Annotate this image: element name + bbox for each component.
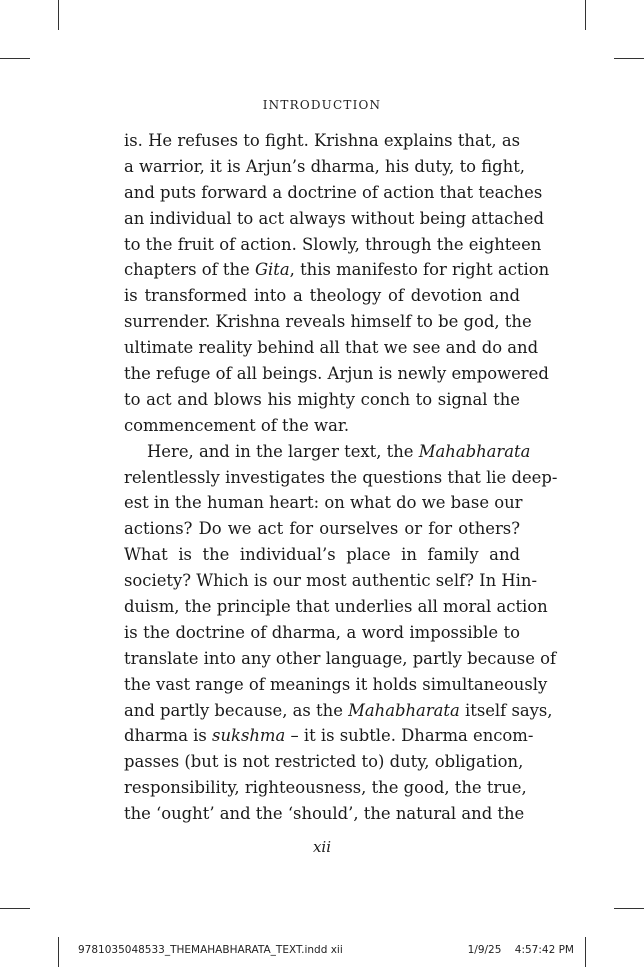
text-line: actions? Do we act for ourselves or for others?	[124, 519, 520, 539]
text-line: is transformed into a theology of devotion and	[124, 286, 520, 306]
slug-gap	[501, 944, 514, 956]
text-line: surrender. Krishna reveals himself to be god, the	[124, 312, 532, 332]
crop-mark-top-right	[585, 0, 586, 30]
text-line: What is the individual’s place in family and	[124, 545, 520, 565]
text-line: a warrior, it is Arjun’s dharma, his duty, to fight,	[124, 156, 526, 176]
crop-mark-right-bottom	[614, 908, 644, 909]
text-line: and puts forward a doctrine of action that teaches	[124, 182, 543, 202]
text-line: Here, and in the larger text, the Mahabharata	[147, 441, 531, 461]
text-line: translate into any other language, partly because of	[124, 648, 557, 668]
page-number: xii	[312, 838, 332, 856]
text-line: ultimate reality behind all that we see and do and	[124, 338, 539, 358]
crop-mark-right-top	[614, 58, 644, 59]
text-line: duism, the principle that underlies all moral action	[124, 597, 548, 617]
slug-timestamp	[468, 944, 574, 956]
text-line: and partly because, as the Mahabharata itself says,	[124, 700, 553, 720]
crop-mark-bottom-right	[585, 937, 586, 967]
crop-mark-left-bottom	[0, 908, 30, 909]
text-line: the vast range of meanings it holds simultaneously	[124, 674, 548, 694]
text-line: responsibility, righteousness, the good, the true,	[124, 778, 527, 798]
text-line: passes (but is not restricted to) duty, obligation,	[124, 752, 524, 772]
running-head: INTRODUCTION	[262, 98, 382, 112]
body-text	[124, 128, 558, 827]
crop-mark-bottom-left	[58, 937, 59, 967]
text-line: is. He refuses to fight. Krishna explains that, as	[124, 131, 520, 150]
text-line: est in the human heart: on what do we base our	[124, 493, 523, 513]
text-line: dharma is sukshma – it is subtle. Dharma encom-	[124, 726, 534, 746]
text-line: is the doctrine of dharma, a word impossible to	[124, 622, 520, 642]
text-line: an individual to act always without being attached	[124, 208, 544, 228]
text-line: to act and blows his mighty conch to signal the	[124, 389, 520, 409]
text-line: society? Which is our most authentic self? In Hin-	[124, 571, 538, 591]
text-line: to the fruit of action. Slowly, through the eighteen	[124, 234, 542, 254]
slug-time: 4:57:42 PM	[514, 944, 574, 956]
text-line: commencement of the war.	[124, 415, 350, 435]
text-line: the ‘ought’ and the ‘should’, the natural and the	[124, 804, 525, 824]
text-line: the refuge of all beings. Arjun is newly empowered	[124, 364, 549, 384]
slug-filename: 9781035048533_THEMAHABHARATA_TEXT.indd xii	[78, 944, 343, 956]
text-line: relentlessly investigates the questions that lie deep-	[124, 467, 558, 487]
crop-mark-top-left	[58, 0, 59, 30]
text-line: chapters of the Gita, this manifesto for right action	[124, 260, 550, 280]
crop-mark-left-top	[0, 58, 30, 59]
slug-date: 1/9/25	[467, 944, 502, 956]
